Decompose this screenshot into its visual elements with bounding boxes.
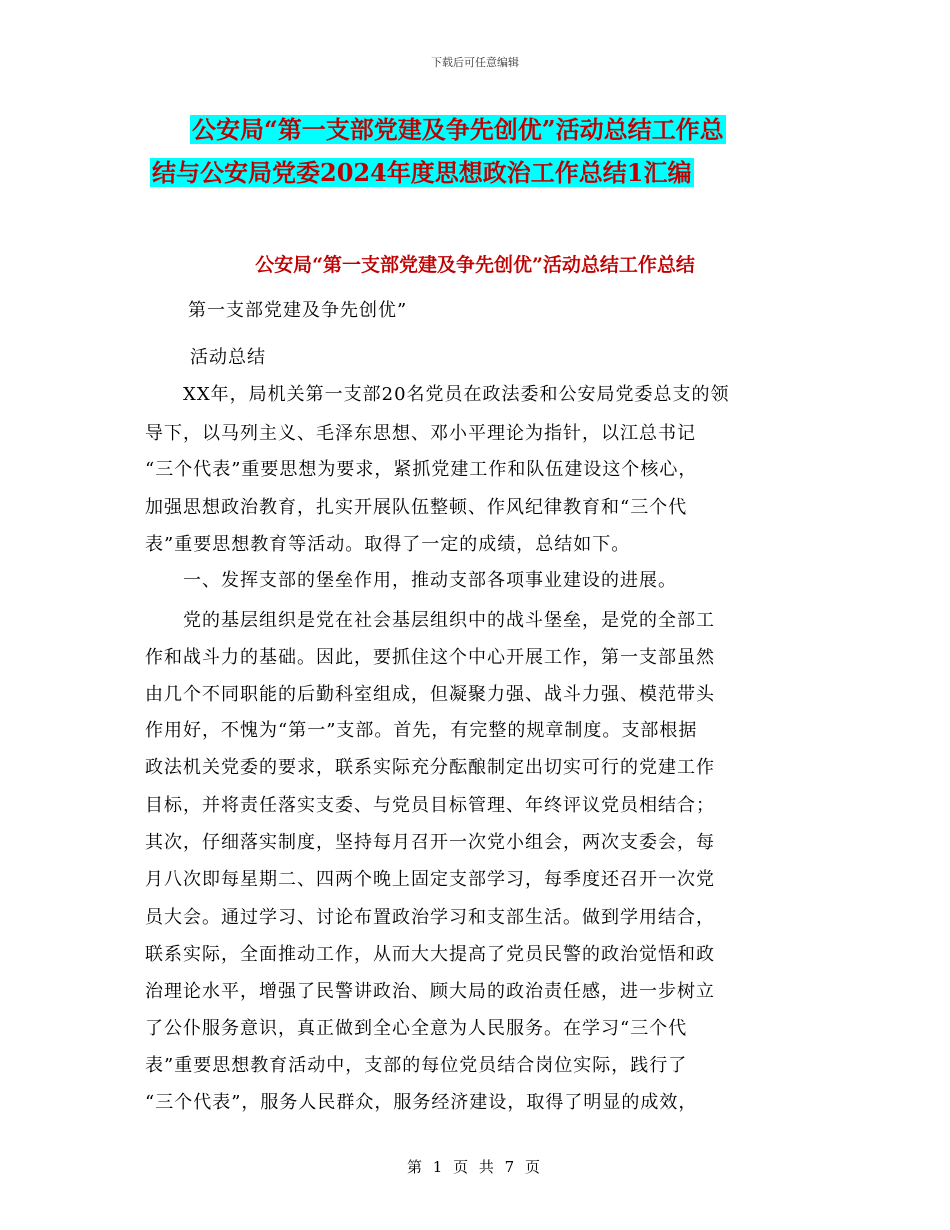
- text-line: 月八次即每星期二、四两个晚上固定支部学习，每季度还召开一次党: [145, 869, 715, 890]
- text-line: “三个代表”，服务人民群众，服务经济建设，取得了明显的成效，: [145, 1092, 698, 1113]
- text-line: 员大会。通过学习、讨论布置政治学习和支部生活。做到学用结合，: [145, 907, 715, 928]
- text-line: 导下，以马列主义、毛泽东思想、邓小平理论为指针，以江总书记: [145, 423, 696, 444]
- text-line: 作和战斗力的基础。因此，要抓住这个中心开展工作，第一支部虽然: [145, 647, 715, 668]
- page-footer: 第 1 页 共 7 页: [407, 1158, 543, 1176]
- text-line: 政法机关党委的要求，联系实际充分酝酿制定出切实可行的党建工作: [145, 757, 715, 778]
- page-header: 下载后可任意编辑: [431, 56, 519, 69]
- text-line: 治理论水平，增强了民警讲政治、顾大局的政治责任感，进一步树立: [145, 981, 715, 1002]
- title-highlight-1: 公安局“第一支部党建及争先创优”活动总结工作总: [192, 115, 724, 144]
- text-line: 其次，仔细落实制度，坚持每月召开一次党小组会，两次支委会，每: [145, 832, 715, 853]
- text-line: 一、发挥支部的堡垒作用，推动支部各项事业建设的进展。: [145, 570, 677, 591]
- text-line: XX年，局机关第一支部20名党员在政法委和公安局党委总支的领: [145, 384, 730, 405]
- text-line: 加强思想政治教育，扎实开展队伍整顿、作风纪律教育和“三个代: [145, 497, 688, 518]
- section-title: 公安局“第一支部党建及争先创优”活动总结工作总结: [255, 254, 695, 276]
- text-line: “三个代表”重要思想为要求，紧抓党建工作和队伍建设这个核心，: [145, 459, 698, 480]
- title-highlight-2: 结与公安局党委2024年度思想政治工作总结1汇编: [152, 158, 692, 187]
- text-line: 作用好，不愧为“第一”支部。首先，有完整的规章制度。支部根据: [145, 720, 698, 741]
- text-line: 了公仆服务意识，真正做到全心全意为人民服务。在学习“三个代: [145, 1018, 688, 1039]
- text-line: 党的基层组织是党在社会基层组织中的战斗堡垒，是党的全部工: [145, 610, 715, 631]
- text-line: 表”重要思想教育等活动。取得了一定的成绩，总结如下。: [145, 534, 631, 555]
- text-line: 由几个不同职能的后勤科室组成，但凝聚力强、战斗力强、模范带头: [145, 684, 715, 705]
- text-line: 联系实际，全面推动工作，从而大大提高了党员民警的政治觉悟和政: [145, 944, 715, 965]
- text-line: 表”重要思想教育活动中，支部的每位党员结合岗位实际，践行了: [145, 1055, 688, 1076]
- text-line: 第一支部党建及争先创优”: [188, 300, 408, 321]
- text-line: 活动总结: [190, 347, 266, 368]
- document-title-line-2: [150, 156, 830, 190]
- document-title-line-1: [190, 113, 870, 147]
- text-line: 目标，并将责任落实支委、与党员目标管理、年终评议党员相结合；: [145, 795, 715, 816]
